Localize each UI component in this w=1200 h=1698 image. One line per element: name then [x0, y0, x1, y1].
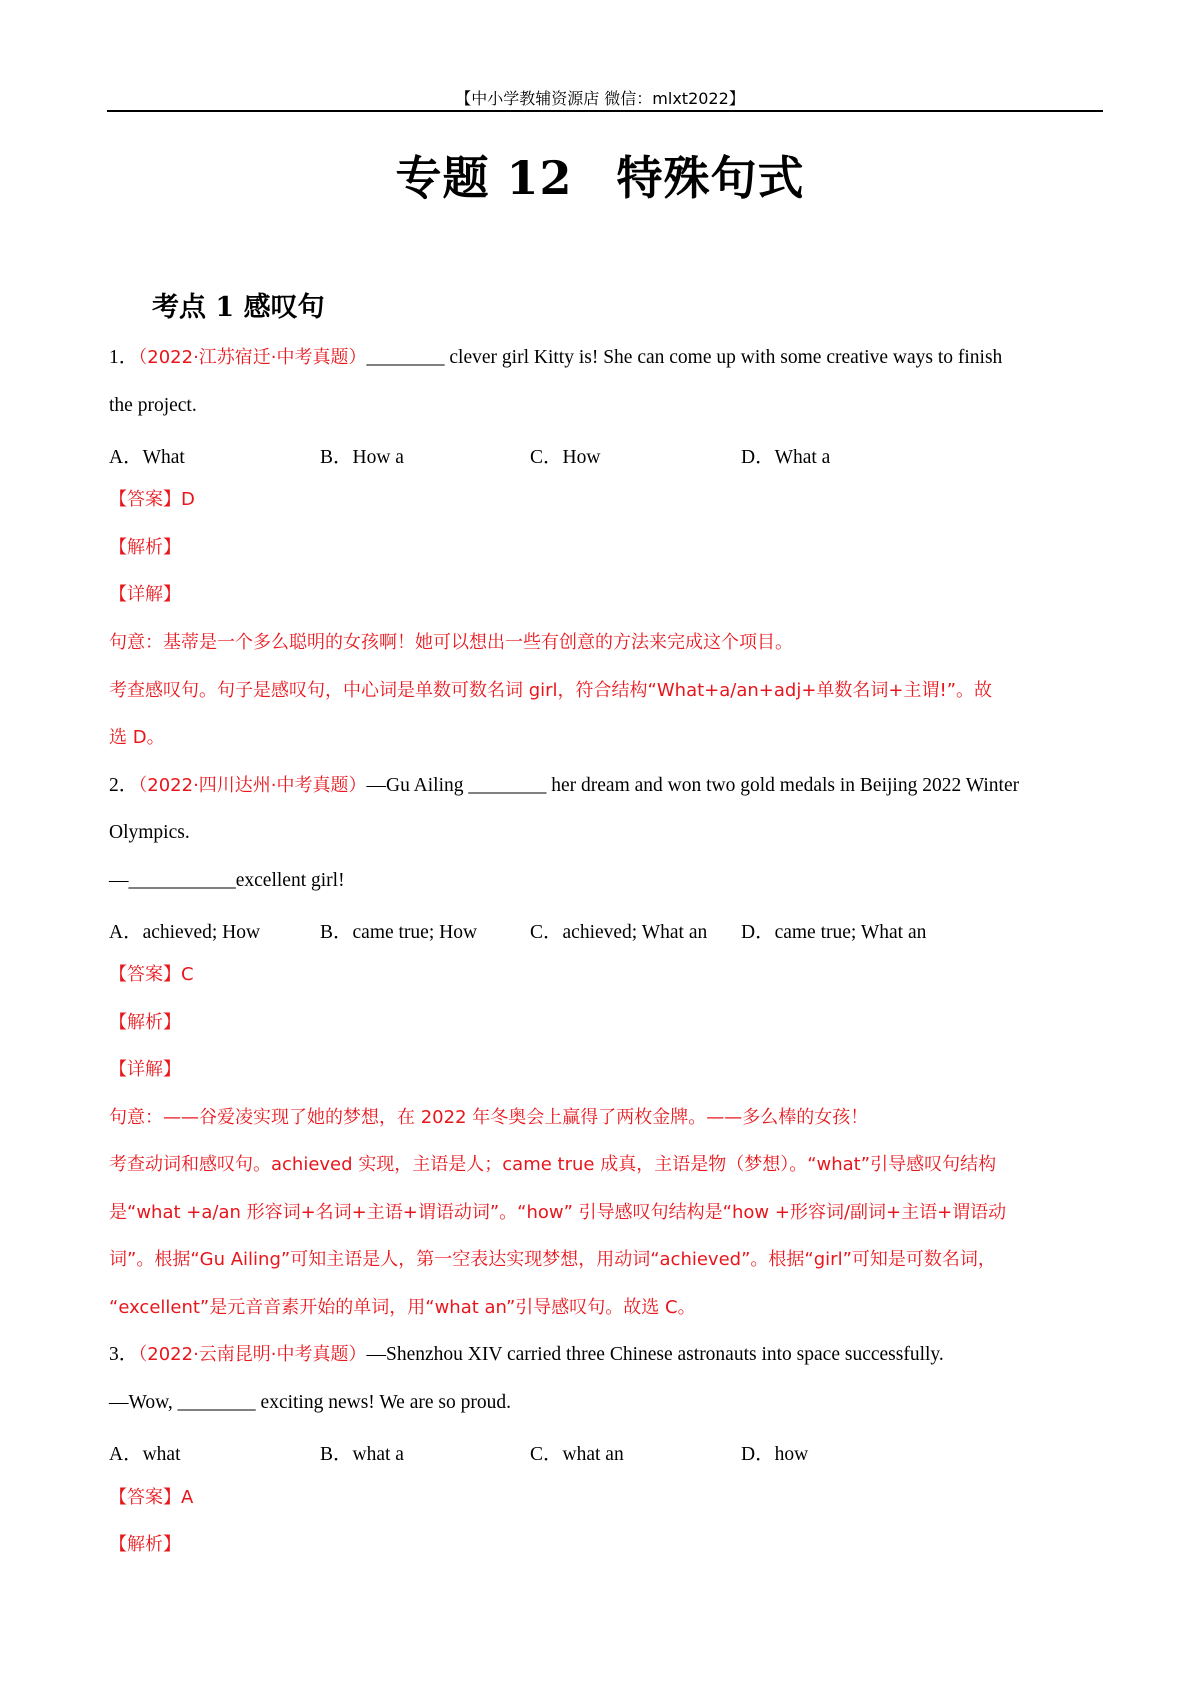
q1-option-d: D．What a [741, 447, 831, 468]
q3-option-d: D．how [741, 1444, 809, 1465]
question-1-stem [109, 346, 1002, 370]
q2-explain-line: 词”。根据“Gu Ailing”可知主语是人，第一空表达实现梦想，用动词“achieved”。根据“girl”可知是可数名词， [109, 1249, 996, 1270]
question-source: （2022·江苏宿迁·中考真题） [138, 347, 367, 368]
page-title [0, 142, 1200, 208]
question-number: 3． [109, 1344, 139, 1365]
question-3-reply: —Wow, ________ exciting news! We are so proud. [109, 1392, 511, 1413]
q2-detail-label: 【详解】 [109, 1059, 181, 1080]
question-2-stem-cont: Olympics. [109, 822, 190, 843]
q3-analysis-label: 【解析】 [109, 1534, 181, 1555]
q2-explain-line: “excellent”是元音音素开始的单词，用“what an”引导感叹句。故选 C。 [109, 1297, 696, 1318]
header-divider [107, 110, 1103, 112]
question-number: 2． [109, 775, 139, 796]
question-3-stem [109, 1343, 944, 1367]
q2-option-b: B．came true; How [320, 922, 478, 943]
q1-explain-line: 选 D。 [109, 727, 165, 748]
q1-detail-label: 【详解】 [109, 584, 181, 605]
question-1-stem-cont: the project. [109, 395, 197, 416]
question-source: （2022·云南昆明·中考真题） [138, 1344, 367, 1365]
q1-analysis-label: 【解析】 [109, 537, 181, 558]
section-heading: 考点 1 感叹句 [152, 292, 325, 323]
question-2-reply: —___________excellent girl! [109, 870, 345, 891]
q3-answer: 【答案】A [109, 1487, 194, 1508]
q1-explain-line: 句意：基蒂是一个多么聪明的女孩啊！她可以想出一些有创意的方法来完成这个项目。 [109, 632, 793, 653]
q2-option-d: D．came true; What an [741, 922, 927, 943]
q1-explain-line: 考查感叹句。句子是感叹句，中心词是单数可数名词 girl，符合结构“What+a/an+adj+单数名词+主谓!”。故 [109, 680, 993, 701]
question-number: 1． [109, 347, 139, 368]
q1-option-b: B．How a [320, 447, 404, 468]
q2-option-a: A．achieved; How [109, 922, 261, 943]
question-source: （2022·四川达州·中考真题） [138, 775, 367, 796]
q2-explain-line: 句意：——谷爱凌实现了她的梦想，在 2022 年冬奥会上赢得了两枚金牌。——多么棒的女孩！ [109, 1107, 869, 1128]
q1-option-a: A．What [109, 447, 185, 468]
q2-explain-line: 考查动词和感叹句。achieved 实现，主语是人；came true 成真，主语是物（梦想）。“what”引导感叹句结构 [109, 1154, 997, 1175]
page-header: 【中小学教辅资源店 微信：mlxt2022】 [455, 89, 745, 108]
q3-option-b: B．what a [320, 1444, 404, 1465]
question-text: —Gu Ailing ________ her dream and won two gold medals in Beijing 2022 Winter [366, 775, 1020, 796]
question-2-stem [109, 774, 1019, 798]
q2-explain-line: 是“what +a/an 形容词+名词+主语+谓语动词”。“how” 引导感叹句结构是“how +形容词/副词+主语+谓语动 [109, 1202, 1007, 1223]
title-part1: 专题 12 [395, 151, 573, 205]
title-part2: 特殊句式 [616, 151, 805, 205]
q2-answer: 【答案】C [109, 964, 194, 985]
q1-answer: 【答案】D [109, 489, 195, 510]
q3-option-a: A．what [109, 1444, 181, 1465]
q3-option-c: C．what an [530, 1444, 624, 1465]
q2-option-c: C．achieved; What an [530, 922, 708, 943]
question-text: —Shenzhou XIV carried three Chinese astronauts into space successfully. [366, 1344, 944, 1365]
q2-analysis-label: 【解析】 [109, 1012, 181, 1033]
q1-option-c: C．How [530, 447, 601, 468]
question-text: ________ clever girl Kitty is! She can come up with some creative ways to finish [366, 347, 1003, 368]
